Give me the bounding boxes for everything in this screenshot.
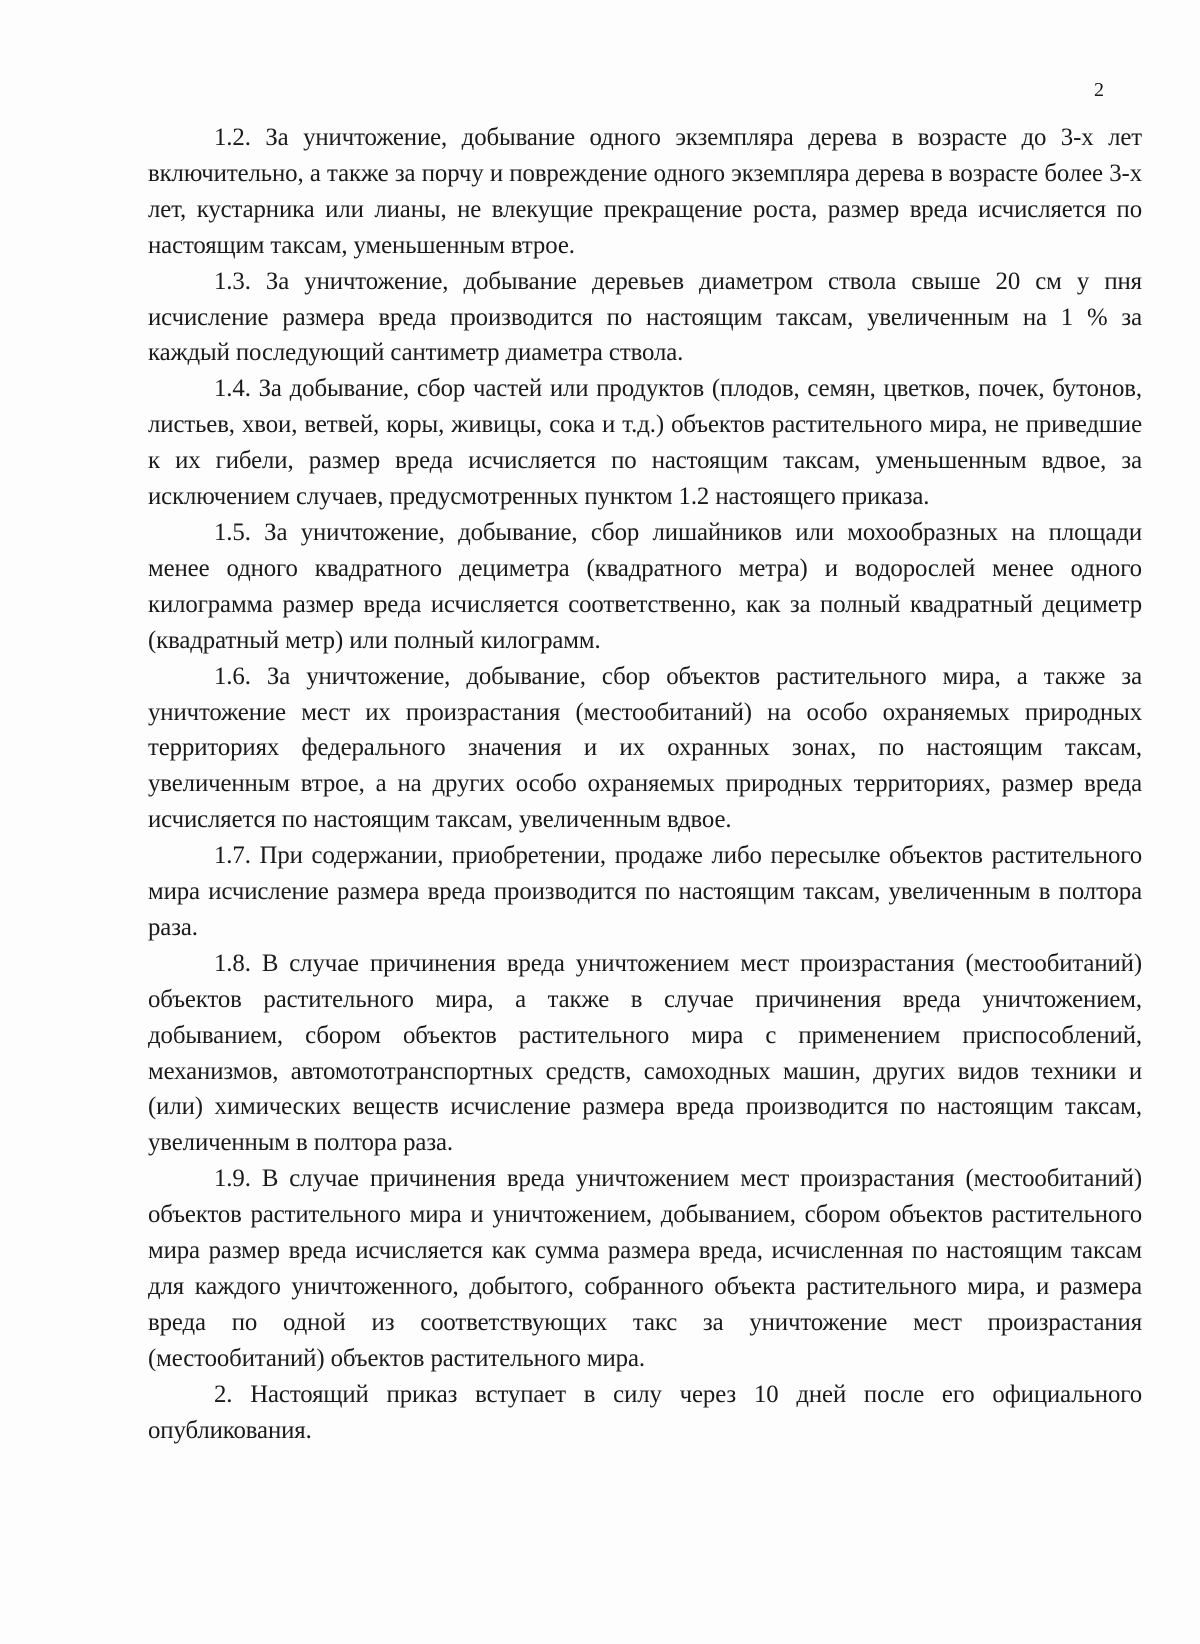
document-body (148, 120, 1142, 1449)
paragraph-1-7: 1.7. При содержании, приобретении, продаже либо пересылке объектов растительного мира исчисление размера вреда производится по настоящим таксам, увеличенным в полтора раза. (148, 842, 1142, 941)
paragraph-1-6: 1.6. За уничтожение, добывание, сбор объектов растительного мира, а также за уничтожение мест их произрастания (местообитаний) на особо охраняемых природных территориях федерального значения и их охранных зонах, по настоящим таксам, увеличенным втрое, а на других особо охраняемых природных территориях, размер вреда исчисляется по настоящим таксам, увеличенным вдвое. (148, 662, 1142, 834)
paragraph-1-2: 1.2. За уничтожение, добывание одного экземпляра дерева в возрасте до 3-х лет включительно, а также за порчу и повреждение одного экземпляра дерева в возрасте более 3-х лет, кустарника или лианы, не влекущие прекращение роста, размер вреда исчисляется по настоящим таксам, уменьшенным втрое. (148, 124, 1142, 259)
paragraph-1-4: 1.4. За добывание, сбор частей или продуктов (плодов, семян, цветков, почек, бутонов, листьев, хвои, ветвей, коры, живицы, сока и т.д.) объектов растительного мира, не приведшие к их гибели, размер вреда исчисляется по настоящим таксам, уменьшенным вдвое, за исключением случаев, предусмотренных пунктом 1.2 настоящего приказа. (148, 375, 1142, 511)
paragraph-1-8: 1.8. В случае причинения вреда уничтожением мест произрастания (местообитаний) объектов растительного мира, а также в случае причинения вреда уничтожением, добыванием, сбором объектов растительного мира с применением приспособлений, механизмов, автомототранспортных средств, самоходных машин, других видов техники и (или) химических веществ исчисление размера вреда производится по настоящим таксам, увеличенным в полтора раза. (148, 949, 1142, 1157)
paragraph-1-9: 1.9. В случае причинения вреда уничтожением мест произрастания (местообитаний) объектов растительного мира и уничтожением, добыванием, сбором объектов растительного мира размер вреда исчисляется как сумма размера вреда, исчисленная по настоящим таксам для каждого уничтоженного, добытого, собранного объекта растительного мира, и размера вреда по одной из соответствующих такс за уничтожение мест произрастания (местообитаний) объектов растительного мира. (148, 1165, 1142, 1372)
paragraph-1-5: 1.5. За уничтожение, добывание, сбор лишайников или мохообразных на площади менее одного квадратного дециметра (квадратного метра) и водорослей менее одного килограмма размер вреда исчисляется соответственно, как за полный квадратный дециметр (квадратный метр) или полный килограмм. (148, 518, 1142, 654)
paragraph-2: 2. Настоящий приказ вступает в силу через 10 дней после его официального опубликования. (148, 1380, 1142, 1444)
page-number: 2 (1094, 79, 1104, 101)
paragraph-1-3: 1.3. За уничтожение, добывание деревьев диаметром ствола свыше 20 см у пня исчисление размера вреда производится по настоящим таксам, увеличенным на 1 % за каждый последующий сантиметр диаметра ствола. (148, 267, 1142, 367)
